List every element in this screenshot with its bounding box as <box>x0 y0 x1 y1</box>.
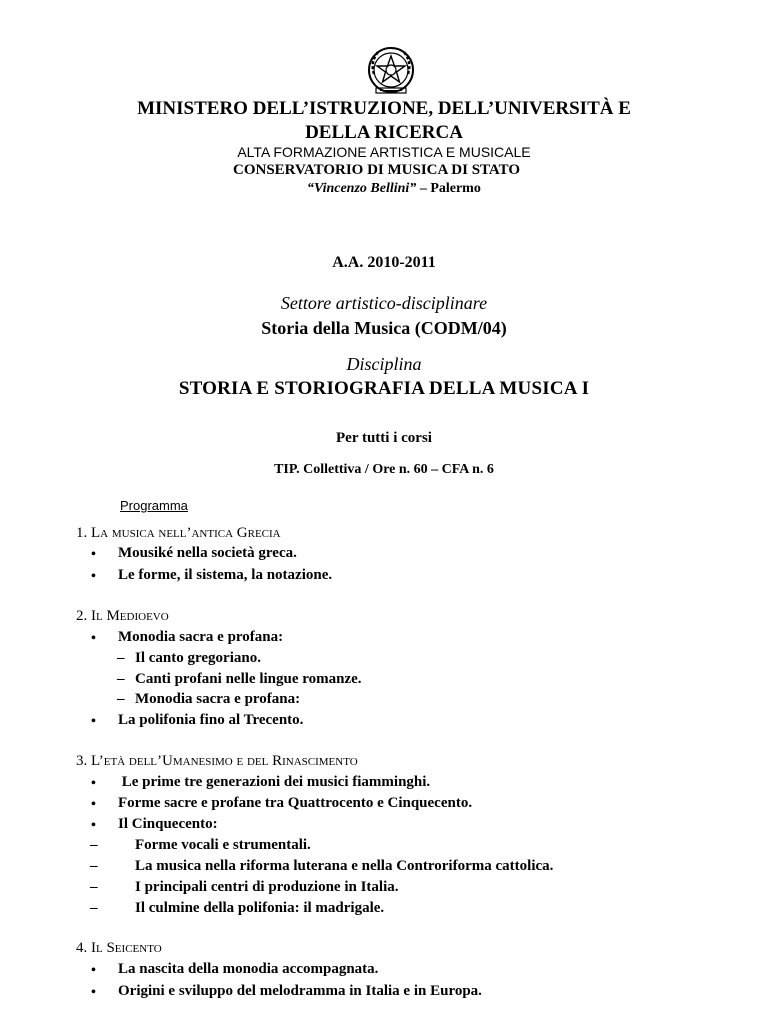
section-heading-2: 2. Il Medioevo <box>76 608 169 624</box>
bullet-icon: • <box>91 714 96 729</box>
ministry-title-line1: MINISTERO DELL’ISTRUZIONE, DELL’UNIVERSITÀ E <box>137 98 631 119</box>
bullet-icon: • <box>91 818 96 833</box>
bullet-icon: • <box>91 963 96 978</box>
sub-list-item: Il culmine della polifonia: il madrigale. <box>135 900 385 916</box>
sector-label: Settore artistico-disciplinare <box>280 293 488 313</box>
dash-icon: – <box>90 879 98 895</box>
bullet-icon: • <box>91 797 96 812</box>
bullet-icon: • <box>91 776 96 791</box>
list-item: La nascita della monodia accompagnata. <box>118 961 379 977</box>
sub-list-item: Il canto gregoriano. <box>135 650 261 666</box>
bullet-icon: • <box>91 569 96 584</box>
academic-year: A.A. 2010-2011 <box>332 254 436 271</box>
list-item: Le prime tre generazioni dei musici fiamminghi. <box>118 774 431 790</box>
dash-icon: – <box>90 858 98 874</box>
sub-list-item: Monodia sacra e profana: <box>135 691 301 707</box>
dash-icon: – <box>117 671 125 687</box>
dash-icon: – <box>117 691 125 707</box>
list-item: Forme sacre e profane tra Quattrocento e Cinquecento. <box>118 795 473 811</box>
conservatory-name: CONSERVATORIO DI MUSICA DI STATO <box>233 162 521 178</box>
bellini-name: “Vincenzo Bellini” <box>307 181 417 196</box>
sub-list-item: Canti profani nelle lingue romanze. <box>135 671 362 687</box>
bullet-icon: • <box>91 547 96 562</box>
afam-subtitle: ALTA FORMAZIONE ARTISTICA E MUSICALE <box>237 144 531 160</box>
type-info: TIP. Collettiva / Ore n. 60 – CFA n. 6 <box>274 462 494 477</box>
list-item: Monodia sacra e profana: <box>118 629 284 645</box>
dash-icon: – <box>90 837 98 853</box>
ministry-title-line2: DELLA RICERCA <box>305 122 463 143</box>
program-label: Programma <box>120 498 188 513</box>
bullet-icon: • <box>91 631 96 646</box>
list-item: Il Cinquecento: <box>118 816 218 832</box>
discipline-title: STORIA E STORIOGRAFIA DELLA MUSICA I <box>178 378 590 399</box>
dash-icon: – <box>117 650 125 666</box>
city-name: – Palermo <box>416 181 481 196</box>
sub-list-item: Forme vocali e strumentali. <box>135 837 311 853</box>
list-item: Le forme, il sistema, la notazione. <box>118 567 333 583</box>
audience: Per tutti i corsi <box>336 430 432 446</box>
section-heading-1: 1. La musica nell’antica Grecia <box>76 525 281 541</box>
sub-list-item: I principali centri di produzione in Italia. <box>135 879 399 895</box>
discipline-label: Disciplina <box>346 354 422 374</box>
bullet-icon: • <box>91 985 96 1000</box>
dash-icon: – <box>90 900 98 916</box>
conservatory-dedication <box>307 181 481 197</box>
list-item: Origini e sviluppo del melodramma in Italia e in Europa. <box>118 983 482 999</box>
section-heading-4: 4. Il Seicento <box>76 940 162 956</box>
list-item: La polifonia fino al Trecento. <box>118 712 304 728</box>
sub-list-item: La musica nella riforma luterana e nella Controriforma cattolica. <box>135 858 554 874</box>
list-item: Mousiké nella società greca. <box>118 545 297 561</box>
section-heading-3: 3. L’età dell’Umanesimo e del Rinascimento <box>76 753 358 769</box>
sector-value: Storia della Musica (CODM/04) <box>261 318 507 338</box>
italian-republic-emblem-icon <box>366 44 416 96</box>
